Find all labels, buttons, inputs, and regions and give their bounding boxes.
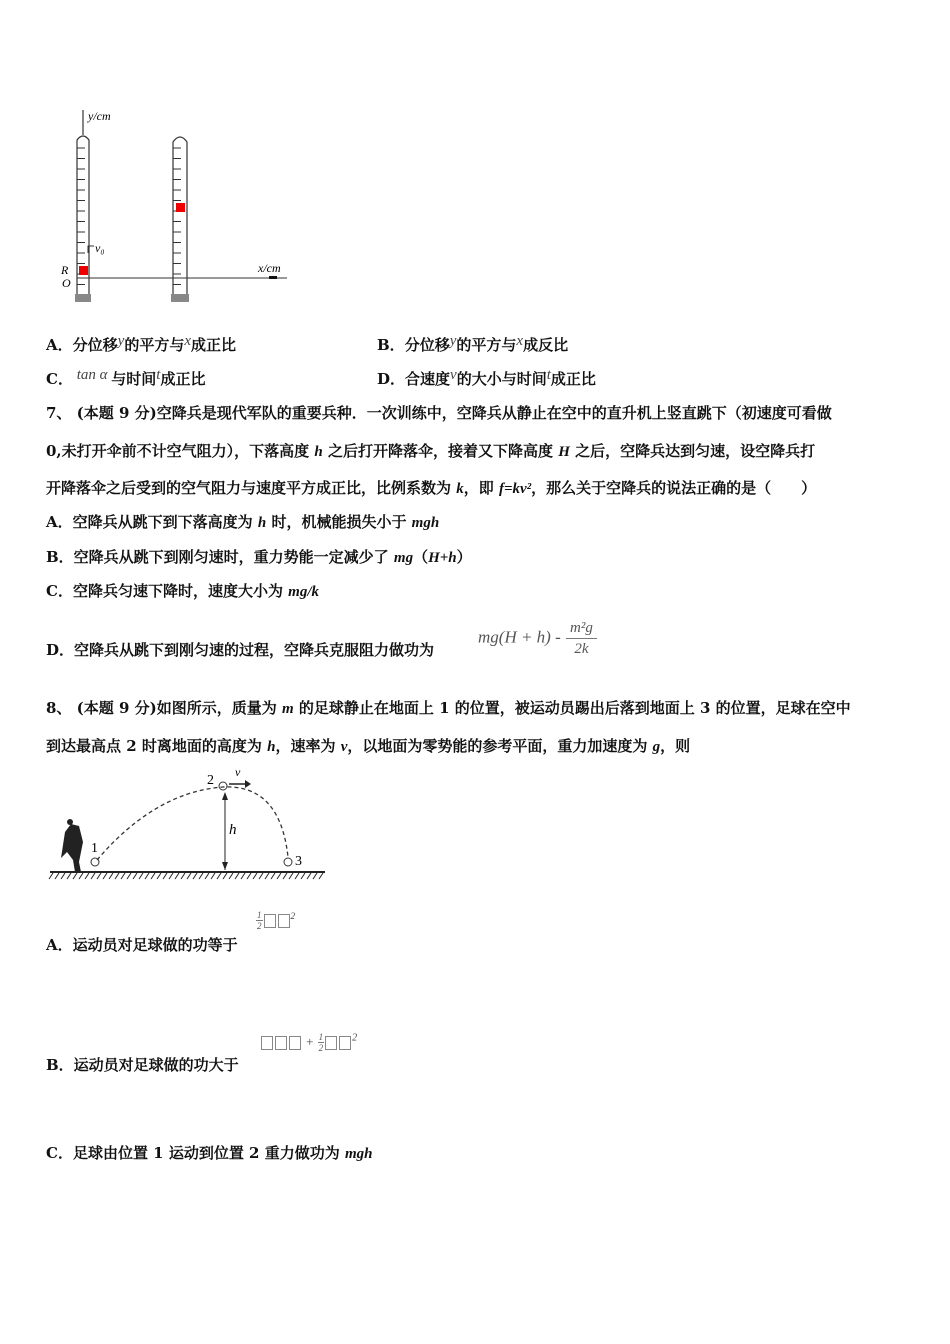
text-segment: 成正比 — [550, 370, 596, 388]
text-segment: h — [314, 444, 323, 460]
ball-2 — [219, 782, 227, 790]
position-2-label: 2 — [207, 773, 214, 788]
option-label: D． — [377, 370, 406, 388]
text-segment: f=kv² — [498, 481, 532, 497]
text-segment: x — [184, 333, 192, 349]
q7-option-d — [46, 640, 434, 660]
figure-football — [45, 762, 330, 884]
text-segment: 之后，空降兵达到匀速，设空降兵打 — [569, 442, 816, 460]
text-segment: g — [652, 739, 661, 755]
text-segment: x — [516, 333, 524, 349]
text-segment: 的足球静止在地面上 1 的位置，被运动员踢出后落到地面上 3 的位置，足球在空中 — [293, 699, 851, 717]
text-segment: 开降落伞之后受到的空气阻力与速度平方成正比，比例系数为 — [46, 479, 457, 497]
text-segment: y — [117, 333, 125, 349]
q6-option-c — [46, 369, 205, 390]
text-segment: 的大小与时间 — [456, 370, 547, 388]
text-segment: m — [281, 701, 294, 717]
text-segment: ，那么关于空降兵的说法正确的是（ ） — [531, 479, 817, 497]
red-block-start — [79, 266, 88, 275]
text-segment: （ — [413, 548, 429, 566]
q7-stem-line — [46, 403, 832, 423]
option-label: A． — [46, 336, 73, 354]
q8-b-formula: + $\frac{1}{2}$ $^2$ — [260, 1032, 357, 1053]
ball-3 — [284, 858, 292, 866]
q8-option-c — [46, 1143, 372, 1164]
q8-stem-line — [46, 698, 851, 719]
q7-option-a — [46, 512, 439, 533]
text-segment: k — [456, 481, 464, 497]
text-segment: 到达最高点 2 时离地面的高度为 — [46, 737, 268, 755]
q7-stem-line — [46, 441, 815, 462]
text-segment: H+h — [428, 550, 457, 566]
text-segment: B．空降兵从跳下到刚匀速时，重力势能一定减少了 — [46, 548, 394, 566]
q6-option-b — [377, 335, 568, 356]
text-segment: C．足球由位置 1 运动到位置 2 重力做功为 — [46, 1144, 345, 1162]
q6-option-a — [46, 335, 236, 356]
text-segment: 成反比 — [523, 336, 569, 354]
text-segment: 7、 (本题 9 分)空降兵是现代军队的重要兵种．一次训练中，空降兵从静止在空中的直升机上竖直跳下（初速度可看做 — [46, 404, 832, 422]
text-segment: 合速度 — [405, 370, 451, 388]
text-segment: mgh — [344, 1146, 373, 1162]
text-segment: h — [257, 515, 267, 531]
text-segment: tan α — [72, 367, 112, 383]
x-axis-label: x/cm — [258, 261, 281, 275]
text-segment: 分位移 — [404, 336, 450, 354]
text-segment: v — [340, 739, 348, 755]
figure-tubes — [55, 100, 295, 310]
q7-d-formula: mg(H + h) - $\frac{\text{m²g}}{2k}$ — [478, 618, 597, 659]
option-label: B． — [377, 336, 405, 354]
text-segment: h — [267, 739, 276, 755]
text-segment: ，则 — [660, 737, 691, 755]
text-segment: D．空降兵从跳下到刚匀速的过程，空降兵克服阻力做功为 — [46, 641, 435, 659]
text-segment: mg/k — [288, 584, 320, 600]
q7-stem-line — [46, 478, 816, 499]
q8-a-formula: $\frac{1}{2}$ $^2$ — [257, 910, 296, 931]
text-segment: ，以地面为零势能的参考平面，重力加速度为 — [347, 737, 653, 755]
text-segment: 的平方与 — [456, 336, 517, 354]
text-segment: t — [156, 367, 161, 383]
text-segment: ，即 — [463, 479, 499, 497]
position-1-label: 1 — [91, 841, 98, 856]
q8-stem-line — [46, 736, 690, 757]
text-segment: 与时间 — [111, 370, 157, 388]
text-segment: ） — [456, 548, 472, 566]
text-segment: y — [449, 333, 457, 349]
text-segment: 8、 (本题 9 分)如图所示，质量为 — [46, 699, 282, 717]
text-segment: A．空降兵从跳下到下落高度为 — [46, 513, 258, 531]
q7-option-b — [46, 547, 472, 568]
text-segment: t — [546, 367, 551, 383]
r-label: R — [61, 263, 69, 277]
player-icon — [61, 824, 83, 872]
text-segment: A．运动员对足球做的功等于 — [46, 936, 238, 954]
text-segment: ，速率为 — [275, 737, 341, 755]
text-segment: B．运动员对足球做的功大于 — [46, 1056, 239, 1074]
text-segment: 时，机械能损失小于 — [266, 513, 412, 531]
velocity-label: v — [235, 765, 241, 779]
trajectory — [97, 787, 288, 860]
text-segment: 成正比 — [191, 336, 237, 354]
q8-option-a — [46, 935, 238, 955]
y-axis-label: y/cm — [88, 109, 111, 123]
q6-option-d — [377, 369, 596, 390]
text-segment: mg — [393, 550, 414, 566]
text-segment: 的平方与 — [124, 336, 185, 354]
text-segment: mgh — [411, 515, 440, 531]
v0-label: v₀ — [95, 241, 105, 255]
text-segment: 成正比 — [160, 370, 206, 388]
text-segment: C．空降兵匀速下降时，速度大小为 — [46, 582, 289, 600]
text-segment: v — [450, 367, 457, 383]
q7-option-c — [46, 581, 319, 602]
text-segment: 之后打开降落伞，接着又下降高度 — [322, 442, 559, 460]
option-label: C． — [46, 370, 73, 388]
red-block-moved — [176, 203, 185, 212]
text-segment: H — [558, 444, 570, 460]
height-label: h — [229, 822, 237, 838]
text-segment: 0,未打开伞前不计空气阻力），下落高度 — [46, 442, 315, 460]
ball-1 — [91, 858, 99, 866]
q8-option-b — [46, 1055, 239, 1075]
text-segment: 分位移 — [72, 336, 118, 354]
position-3-label: 3 — [295, 854, 302, 869]
o-label: O — [62, 276, 71, 290]
tube-right — [173, 137, 187, 300]
